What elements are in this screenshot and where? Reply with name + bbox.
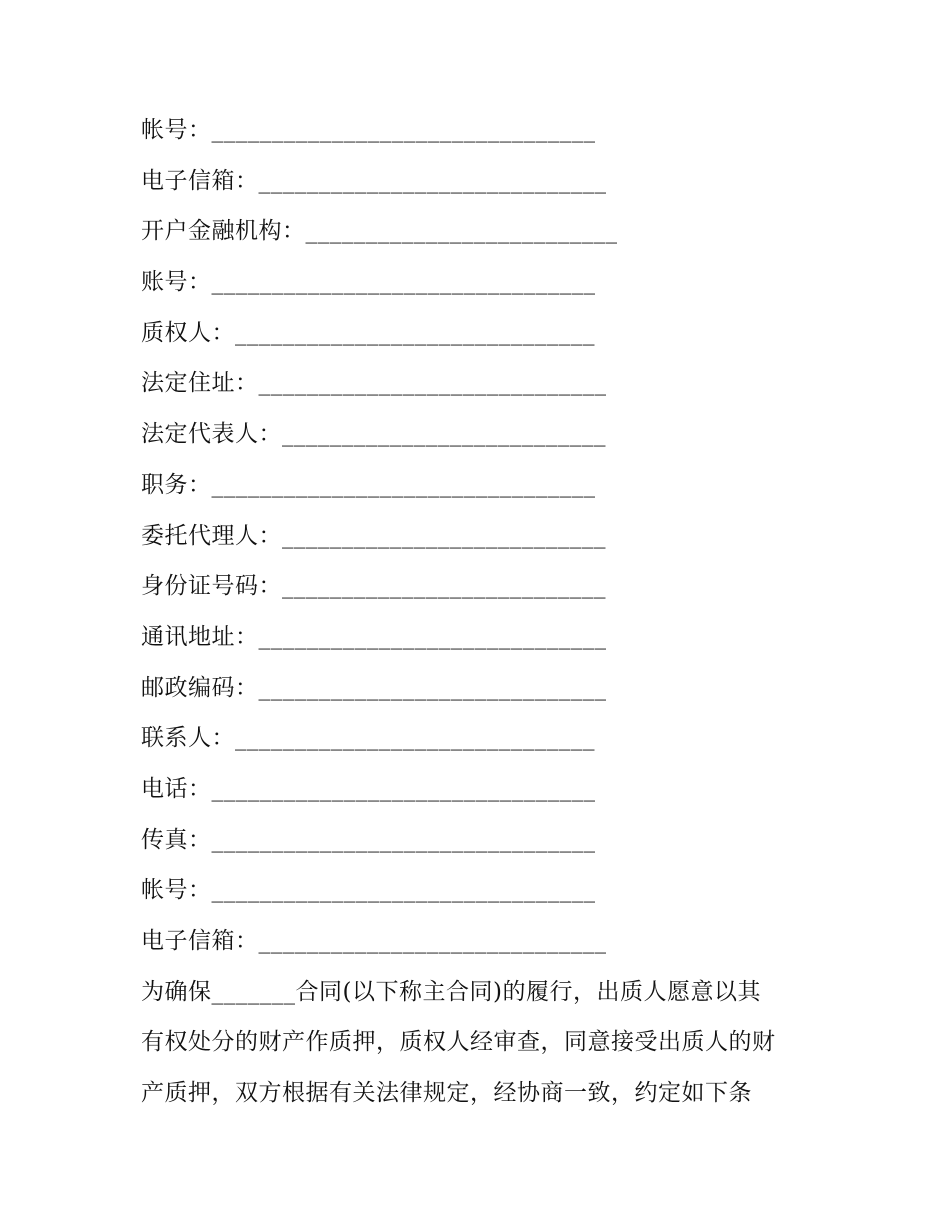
field-mailing-address: 通讯地址：_____________________________ — [141, 623, 607, 650]
field-account-number: 帐号：________________________________ — [141, 117, 596, 143]
field-position: 职务：________________________________ — [141, 471, 596, 498]
paragraph-line-2: 有权处分的财产作质押，质权人经审查，同意接受出质人的财 — [141, 1029, 776, 1056]
field-phone: 电话：________________________________ — [141, 775, 596, 802]
field-account: 账号：________________________________ — [141, 269, 596, 296]
field-legal-address: 法定住址：_____________________________ — [141, 370, 607, 397]
field-contact-person: 联系人：______________________________ — [141, 725, 595, 752]
document-body — [141, 107, 841, 1121]
field-pledgee: 质权人：______________________________ — [141, 319, 595, 346]
paragraph-line-1: 为确保_______合同(以下称主合同)的履行，出质人愿意以其 — [141, 978, 761, 1005]
field-bank: 开户金融机构：__________________________ — [141, 218, 618, 245]
field-postal-code: 邮政编码：_____________________________ — [141, 674, 607, 701]
field-authorized-agent: 委托代理人：___________________________ — [141, 522, 606, 549]
field-email-2: 电子信箱：_____________________________ — [141, 928, 607, 954]
field-email: 电子信箱：_____________________________ — [141, 167, 607, 194]
paragraph-line-3: 产质押，双方根据有关法律规定，经协商一致，约定如下条 — [141, 1080, 752, 1107]
field-fax: 传真：________________________________ — [141, 826, 596, 853]
field-id-number: 身份证号码：___________________________ — [141, 573, 606, 600]
field-legal-representative: 法定代表人：___________________________ — [141, 421, 606, 448]
field-account-number-2: 帐号：________________________________ — [141, 877, 596, 904]
